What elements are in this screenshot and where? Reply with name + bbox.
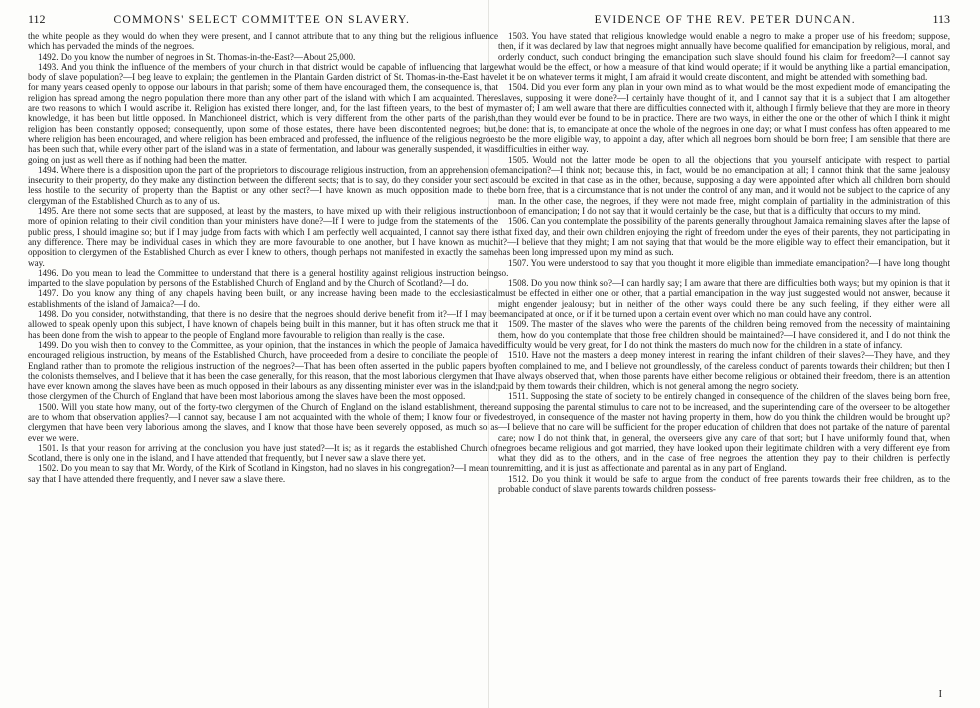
right-page-number: 113 (932, 12, 950, 26)
left-page-body (28, 31, 498, 484)
paragraph: 1495. Are there not some sects that are supposed, at least by the masters, to have mixed up with their religious instruction more of opinion relating to their civil condition than your ministers have done?—If I were to judge from the statements of the public press, I should imagine so; but if I may judge from facts with which I am perfectly well acquainted, I cannot say there is any difference. There may be individual cases in which they are more favourable to one another, but I have known as much opposition to clergymen of the Established Church as ever I knew to others, though perhaps not manifested in exactly the same way. (28, 206, 498, 268)
right-running-header (498, 12, 950, 28)
paragraph: 1494. Where there is a disposition upon the part of the proprietors to discourage religious instruction, from an apprehension of insecurity to their property, do they make any distinction between the different sects; that is to say, do they consider your sect as less hostile to the security of property than the Baptist or any other sect?—I have known as much opposition made to the clergyman of the Established Church as to any of us. (28, 164, 498, 206)
paragraph: 1492. Do you know the number of negroes in St. Thomas-in-the-East?—About 25,000. (38, 51, 356, 62)
signature-mark: I (938, 689, 942, 700)
right-running-head: EVIDENCE OF THE REV. PETER DUNCAN. (594, 14, 856, 26)
paragraph: 1508. Do you now think so?—I can hardly say; I am aware that there are difficulties both ways; but my opinion is that it must be effected in either one or other, that a partial emancipation in the way just suggested would not answer, because it might engender jealousy; but in neither of the other ways could there be any such feeling, if they either were all emancipated at once, or if it be turned upon a certain event over which no man could have any control. (498, 278, 950, 320)
right-page (498, 12, 950, 702)
paragraph: 1501. Is that your reason for arriving at the conclusion you have just stated?—It is; as it regards the established Church of Scotland, there is only one in the island, and I have attended that frequently, but I never saw a slave there yet. (28, 442, 498, 464)
paragraph: the white people as they would do when they were present, and I cannot attribute that to any thing but the religious influence which has pervaded the minds of the negroes. (28, 31, 498, 52)
paragraph: 1506. Can you contemplate the possibility of the parents generally throughout Jamaica remaining slaves after the lapse of that fixed day, and their own children enjoying the right of freedom under the eyes of their parents, they not participating in it?—I believe that they might; I am not saying that that would be the more eligible way to effect their emancipation, but it has been long impressed upon my mind as such. (498, 216, 950, 258)
right-page-body (498, 31, 950, 494)
paragraph: 1503. You have stated that religious knowledge would enable a negro to make a proper use of his freedom; suppose, then, if it was declared by law that negroes might annually have become qualified for emancipation by religious, moral, and orderly conduct, such conduct bringing the emancipation such slave should found his claim for freedom?—I cannot say what would be the effect, or how a measure of that kind would operate; if it would be anything like a partial emancipation, let it be on whatever terms it might, I am afraid it would create discontent, and might be attended with something bad. (498, 31, 950, 83)
paragraph: 1496. Do you mean to lead the Committee to understand that there is a general hostility against religious instruction being imparted to the slave population by persons of the Established Church of England and by the Church of Scotland?—I do. (28, 267, 498, 289)
left-page-number: 112 (28, 12, 46, 26)
paragraph: 1493. And you think the influence of the members of your church in that district would be capable of influencing that large body of slave population?—I beg leave to explain; the gentlemen in the Plantain Garden district of St. Thomas-in-the-East have for many years ceased openly to oppose our labours in that parish; some of them have encouraged them, the consequence is, that religion has spread among the negro population there more than any other part of the island with which I am acquainted. There are two reasons to which I would ascribe it. Religion has existed there longer, and, for the last fifteen years, to the best of my knowledge, it has been but little opposed. In Manchioneel district, which is very different from the other parts of the parish, religion has been constantly opposed; consequently, upon some of those estates, there have been discontented negroes; but, where religion has been encouraged, and where religion has been embraced and professed, the influence of the religious negroes has been such that, while every other part of the island was in a state of fermentation, and labour was generally suspended, it was going on just as well there as if nothing had been the matter. (28, 61, 498, 165)
paragraph: 1499. Do you wish then to convey to the Committee, as your opinion, that the instances in which the people of Jamaica have encouraged religious instruction, by means of the Established Church, have proceeded from a desire to conciliate the people of England rather than to promote the religious instruction of the negroes?—That has been often asserted in the public papers by the colonists themselves, and I believe that it has been the case generally, for this reason, that the most laborious clergymen that I have ever known among the slaves have been as much opposed in their labours as any dissenting minister ever was in the island; those clergymen of the Church of England that have been most laborious among the slaves have been the most opposed. (28, 339, 498, 402)
paragraph: 1497. Do you know any thing of any chapels having been built, or any increase having been made to the ecclesiastical establishments of the island of Jamaica?—I do. (28, 288, 498, 309)
paragraph: 1510. Have not the masters a deep money interest in rearing the infant children of their slaves?—They have, and they often complained to me, and I believe not groundlessly, of the careless conduct of parents towards their children; but then I have always observed that, when those parents have either become religious or obtained their freedom, there is an attention paid by them towards their children, which is not general among the negro society. (498, 350, 950, 392)
paragraph: 1509. The master of the slaves who were the parents of the children being removed from the necessity of maintaining them, how do you contemplate that those free children should be maintained?—I have considered it, and I do not think the difficulty would be very great, for I do not think the masters do much now for the children in a state of infancy. (498, 319, 950, 350)
left-running-header (28, 12, 498, 28)
paragraph: 1511. Supposing the state of society to be entirely changed in consequence of the children of the slaves being born free, and supposing the parental stimulus to care not to be increased, and the superintending care of the overseer to be altogether destroyed, in consequence of the master not having property in them, how do you think the children would be brought up?—I believe that no care will be sufficient for the proper education of children that does not partake of the nature of parental care; now I do not think that, in general, the overseers give any care of that sort; but I have uniformly found that, when negroes became religious and got married, they have looked upon their legitimate children with a very different eye from what they did as to the others, and in the case of free negroes the attention they pay to their children is perfectly unremitting, and it is just as affectionate and parental as in any part of England. (498, 391, 950, 474)
left-running-head: COMMONS' SELECT COMMITTEE ON SLAVERY. (113, 14, 411, 26)
paragraph: 1504. Did you ever form any plan in your own mind as to what would be the most expedient mode of emancipating the slaves, supposing it were done?—I certainly have thought of it, and I cannot say that it is a subject that I am altogether master of; I am well aware that there are difficulties connected with it, although I firmly believe that they are more in theory than they would ever be found to be in practice. There are two ways, in either the one or the other of which I think it might be done: that is, to emancipate at once the whole of the negroes in one day; or what I must confess has often appeared to me to be the more eligible way, to appoint a day, after which all negroes born should be born free; I am sensible that there are difficulties in either way. (498, 82, 950, 155)
paragraph: 1512. Do you think it would be safe to argue from the conduct of free parents towards their free children, as to the probable conduct of slave parents towards children possess- (498, 473, 950, 495)
paragraph: 1505. Would not the latter mode be open to all the objections that you yourself anticipate with respect to partial emancipation?—I think not; because this, in fact, would be no emancipation at all; I cannot think that the same jealousy could be excited in that case as in the other, because, supposing a day were appointed after which all children born should be born free, that is a circumstance that is not under the control of any man, and it would not be subject to the caprice of any man. In the other case, the negroes, if they were not made free, might complain of partiality in the administration of this boon of emancipation; I do not say that it would certainly be the case, but that is a difficulty that occurs to my mind. (498, 154, 950, 217)
paragraph: 1500. Will you state how many, out of the forty-two clergymen of the Church of England on the island establishment, there are to whom that observation applies?—I cannot say, because I am not acquainted with the whole of them; I know four or five clergymen that have been very laborious among the slaves, and I know that those have been severely opposed, as much so as ever we were. (28, 401, 498, 443)
paragraph: 1502. Do you mean to say that Mr. Wordy, of the Kirk of Scotland in Kingston, had no slaves in his congregation?—I mean to say that I have attended there frequently, and I never saw a slave there. (28, 463, 498, 484)
paragraph: 1507. You were understood to say that you thought it more eligible than immediate emancipation?—I have long thought so. (498, 257, 950, 278)
left-page (28, 12, 498, 702)
paragraph: 1498. Do you consider, notwithstanding, that there is no desire that the negroes should derive benefit from it?—If I may be allowed to speak openly upon this subject, I have known of chapels being built in this manner, but it has often struck me that it has been done from the wish to appear to the people of England more favourable to religion than really is the case. (28, 309, 498, 340)
